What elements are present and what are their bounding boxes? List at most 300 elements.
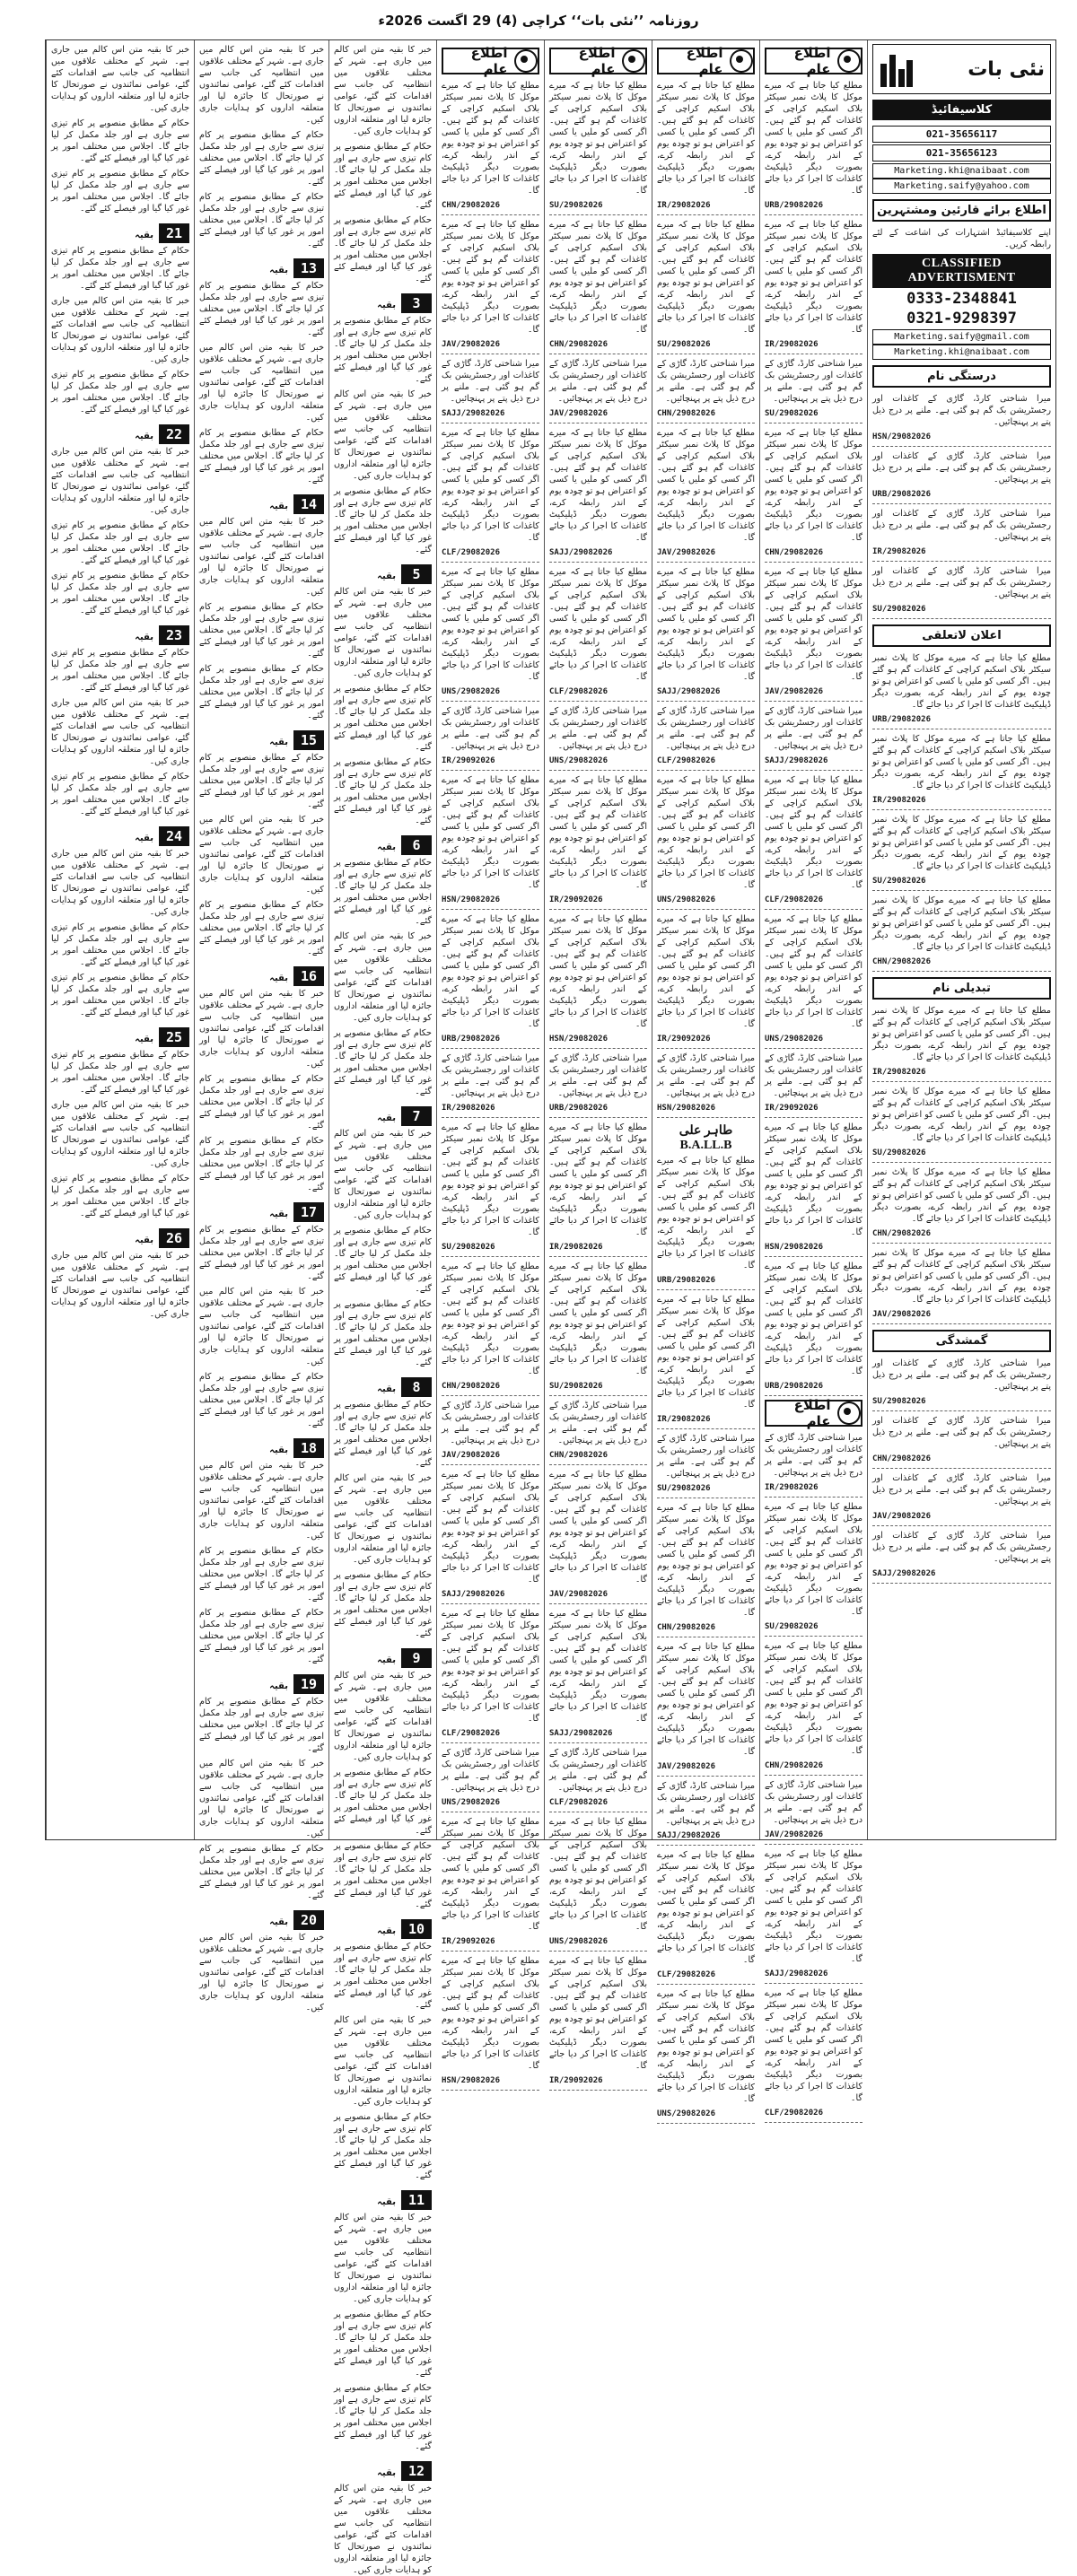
notice-block [549,427,647,563]
notice-code: SAJJ/29082026 [657,687,721,696]
notice-code: UNS/29082026 [657,895,716,904]
header-title: اطلاع عام [578,45,616,77]
notice-text: میرا شناختی کارڈ، گاڑی کے کاغذات اور رجسٹریشن بک گم ہو گئی ہے۔ ملنے پر درج ذیل پتے پر پہنچائیں۔ [872,1358,1051,1392]
notice-block [442,1955,539,2091]
notice-text: مطلع کیا جاتا ہے کہ میرے موکل کا پلاٹ نمبر سیکٹر بلاک اسکیم کراچی کے کاغذات گم ہو گئے ہیں۔ اگر کسی کو ملیں یا کسی کو اعتراض ہو تو چودہ یوم کے اندر رابطہ کرے، بصورت دیگر ڈپلیکیٹ کاغذات کا اجرا کر دیا جائے گا۔ [765,428,862,543]
news-text: خبر کا بقیہ متن اس کالم میں جاری ہے۔ شہر کے مختلف علاقوں میں انتظامیہ کی جانب سے اقدامات کئے گئے، عوامی نمائندوں نے صورتحال کا جائزہ لیا اور متعلقہ اداروں کو ہدایات جاری کیں۔ [199,1759,324,1838]
notice-text: میرا شناختی کارڈ، گاڑی کے کاغذات اور رجسٹریشن بک گم ہو گئی ہے۔ ملنے پر درج ذیل پتے پر پہنچائیں۔ [549,1401,647,1445]
story-number: 3 [401,293,432,313]
notice-code: JAV/29082026 [872,1512,932,1521]
baqia-row [51,821,189,848]
notice-code: JAV/29082026 [549,1590,609,1599]
baqia-label: بقیہ [269,1209,288,1219]
notice-code: CLF/29082026 [549,1798,609,1807]
notice-text: مطلع کیا جاتا ہے کہ میرے موکل کا پلاٹ نمبر سیکٹر بلاک اسکیم کراچی کے کاغذات گم ہو گئے ہیں۔ اگر کسی کو ملیں یا کسی کو اعتراض ہو تو چودہ یوم کے اندر رابطہ کرے، بصورت دیگر ڈپلیکیٹ کاغذات کا اجرا کر دیا جائے گا۔ [657,914,755,1029]
baqia-row [199,1433,324,1460]
notice-code: IR/29082026 [549,1243,603,1252]
notice-text: مطلع کیا جاتا ہے کہ میرے موکل کا پلاٹ نمبر سیکٹر بلاک اسکیم کراچی کے کاغذات گم ہو گئے ہیں۔ اگر کسی کو ملیں یا کسی کو اعتراض ہو تو چودہ یوم کے اندر رابطہ کرے، بصورت دیگر ڈپلیکیٹ کاغذات کا اجرا کر دیا جائے گا۔ [549,428,647,543]
notice-text: میرا شناختی کارڈ، گاڑی کے کاغذات اور رجسٹریشن بک گم ہو گئی ہے۔ ملنے پر درج ذیل پتے پر پہنچائیں۔ [765,1053,862,1098]
notice-block [442,1261,539,1396]
notice-block [442,774,539,910]
notice-code: SU/29082026 [765,409,819,418]
lawyer-name: طاہر علی B.A.LL.B [679,1124,733,1152]
news-paragraph [334,1941,432,2181]
news-paragraph [51,647,189,817]
notice-text: مطلع کیا جاتا ہے کہ میرے موکل کا پلاٹ نمبر سیکٹر بلاک اسکیم کراچی کے کاغذات گم ہو گئے ہیں۔ اگر کسی کو ملیں یا کسی کو اعتراض ہو تو چودہ یوم کے اندر رابطہ کرے، بصورت دیگر ڈپلیکیٹ کاغذات کا اجرا کر دیا جائے گا۔ [549,1956,647,2071]
notice-block [872,1166,1051,1244]
news-text: حکام کے مطابق منصوبے پر کام تیزی سے جاری ہے اور جلد مکمل کر لیا جائے گا۔ اجلاس میں مختلف امور پر غور کیا گیا اور فیصلے کئے گئے۔ [199,1546,324,1602]
notice-code: SU/29082026 [872,605,926,614]
news-text: حکام کے مطابق منصوبے پر کام تیزی سے جاری ہے اور جلد مکمل کر لیا جائے گا۔ اجلاس میں مختلف امور پر غور کیا گیا اور فیصلے کئے گئے۔ [334,1226,432,1294]
notice-block [872,508,1051,562]
notice-text: مطلع کیا جاتا ہے کہ میرے موکل کا پلاٹ نمبر سیکٹر بلاک اسکیم کراچی کے کاغذات گم ہو گئے ہیں۔ اگر کسی کو ملیں یا کسی کو اعتراض ہو تو چودہ یوم کے اندر رابطہ کرے، بصورت دیگر ڈپلیکیٹ کاغذات کا اجرا کر دیا جائے گا۔ [657,1989,755,2104]
notice-code: SAJJ/29082026 [549,1729,613,1738]
news-text: حکام کے مطابق منصوبے پر کام تیزی سے جاری ہے اور جلد مکمل کر لیا جائے گا۔ اجلاس میں مختلف امور پر غور کیا گیا اور فیصلے کئے گئے۔ [199,1372,324,1428]
notice-code: UNS/29082026 [549,1937,609,1946]
baqia-label: بقیہ [377,301,396,310]
notice-block [872,733,1051,810]
notice-code: SAJJ/29082026 [765,1969,828,1978]
baqia-row [334,1101,432,1128]
news-text: خبر کا بقیہ متن اس کالم میں جاری ہے۔ شہر کے مختلف علاقوں میں انتظامیہ کی جانب سے اقدامات کئے گئے، عوامی نمائندوں نے صورتحال کا جائزہ لیا اور متعلقہ اداروں کو ہدایات جاری کیں۔ [334,1473,432,1565]
news-paragraph [51,1049,189,1219]
column-1 [867,40,1055,1839]
seal-icon [837,49,861,73]
baqia-label: بقیہ [135,1236,153,1245]
notice-code: IR/29082026 [765,1483,819,1492]
column-6 [328,40,436,2575]
baqia-label: بقیہ [269,1917,288,1927]
news-text: حکام کے مطابق منصوبے پر کام تیزی سے جاری ہے اور جلد مکمل کر لیا جائے گا۔ اجلاس میں مختلف امور پر غور کیا گیا اور فیصلے کئے گئے۔ [51,922,189,967]
notice-block [442,913,539,1049]
news-paragraph [51,446,189,616]
notice-code: SAJJ/29082026 [549,548,613,557]
notice-code: JAV/29082026 [657,1762,716,1771]
notice-code: JAV/29082026 [442,340,501,349]
notice-block [549,1261,647,1396]
news-text: حکام کے مطابق منصوبے پر کام تیزی سے جاری ہے اور جلد مکمل کر لیا جائے گا۔ اجلاس میں مختلف امور پر غور کیا گیا اور فیصلے کئے گئے۔ [334,858,432,926]
notice-text: مطلع کیا جاتا ہے کہ میرے موکل کا پلاٹ نمبر سیکٹر بلاک اسکیم کراچی کے کاغذات گم ہو گئے ہیں۔ اگر کسی کو ملیں یا کسی کو اعتراض ہو تو چودہ یوم کے اندر رابطہ کرے، بصورت دیگر ڈپلیکیٹ کاغذات کا اجرا کر دیا جائے گا۔ [549,1470,647,1585]
baqia-row [199,1669,324,1696]
notice-code: HSN/29082026 [765,1243,824,1252]
notice-block [872,814,1051,891]
notice-block [657,219,755,354]
story-number: 13 [293,258,324,278]
notice-text: مطلع کیا جاتا ہے کہ میرے موکل کا پلاٹ نمبر سیکٹر بلاک اسکیم کراچی کے کاغذات گم ہو گئے ہیں۔ اگر کسی کو ملیں یا کسی کو اعتراض ہو تو چودہ یوم کے اندر رابطہ کرے، بصورت دیگر ڈپلیکیٹ کاغذات کا اجرا کر دیا جائے گا۔ [442,567,539,682]
notice-text: میرا شناختی کارڈ، گاڑی کے کاغذات اور رجسٹریشن بک گم ہو گئی ہے۔ ملنے پر درج ذیل پتے پر پہنچائیں۔ [872,566,1051,599]
news-paragraph [334,2212,432,2452]
notice-text: مطلع کیا جاتا ہے کہ میرے موکل کا پلاٹ نمبر سیکٹر بلاک اسکیم کراچی کے کاغذات گم ہو گئے ہیں۔ اگر کسی کو ملیں یا کسی کو اعتراض ہو تو چودہ یوم کے اندر رابطہ کرے، بصورت دیگر ڈپلیکیٹ کاغذات کا اجرا کر دیا جائے گا۔ [657,428,755,543]
story-number: 25 [159,1027,189,1047]
notice-text: مطلع کیا جاتا ہے کہ میرے موکل کا پلاٹ نمبر سیکٹر بلاک اسکیم کراچی کے کاغذات گم ہو گئے ہیں۔ اگر کسی کو ملیں یا کسی کو اعتراض ہو تو چودہ یوم کے اندر رابطہ کرے، بصورت دیگر ڈپلیکیٹ کاغذات کا اجرا کر دیا جائے گا۔ [765,1262,862,1376]
notice-block [765,219,862,354]
notice-block [657,913,755,1049]
news-text: حکام کے مطابق منصوبے پر کام تیزی سے جاری ہے اور جلد مکمل کر لیا جائے گا۔ اجلاس میں مختلف امور پر غور کیا گیا اور فیصلے کئے گئے۔ [199,428,324,485]
column-2 [759,40,867,2118]
notice-block [549,774,647,910]
notice-code: CHN/29082026 [872,1454,932,1463]
news-paragraph [199,44,324,249]
classified-en: CLASSIFIED ADVERTISMENT [872,254,1051,288]
story-number: 11 [401,2190,432,2210]
notice-text: مطلع کیا جاتا ہے کہ میرے موکل کا پلاٹ نمبر سیکٹر بلاک اسکیم کراچی کے کاغذات گم ہو گئے ہیں۔ اگر کسی کو ملیں یا کسی کو اعتراض ہو تو چودہ یوم کے اندر رابطہ کرے، بصورت دیگر ڈپلیکیٹ کاغذات کا اجرا کر دیا جائے گا۔ [657,220,755,335]
notice-text: مطلع کیا جاتا ہے کہ میرے موکل کا پلاٹ نمبر سیکٹر بلاک اسکیم کراچی کے کاغذات گم ہو گئے ہیں۔ اگر کسی کو ملیں یا کسی کو اعتراض ہو تو چودہ یوم کے اندر رابطہ کرے، بصورت دیگر ڈپلیکیٹ کاغذات کا اجرا کر دیا جائے گا۔ [872,1248,1051,1305]
notice-block [442,1400,539,1465]
news-text: حکام کے مطابق منصوبے پر کام تیزی سے جاری ہے اور جلد مکمل کر لیا جائے گا۔ اجلاس میں مختلف امور پر غور کیا گیا اور فیصلے کئے گئے۔ [334,486,432,554]
story-number: 19 [293,1674,324,1694]
seal-icon [730,49,753,73]
story-number: 20 [293,1910,324,1930]
notice-code: CLF/29082026 [657,756,716,765]
email-address: Marketing.khi@naibaat.com [872,163,1051,179]
section-header: گمشدگی [872,1330,1051,1352]
notice-code: SU/29082026 [765,1622,819,1631]
notice-block [549,80,647,215]
general-notice-header [765,45,862,77]
baqia-row [199,253,324,280]
notice-text: مطلع کیا جاتا ہے کہ میرے موکل کا پلاٹ نمبر سیکٹر بلاک اسکیم کراچی کے کاغذات گم ہو گئے ہیں۔ اگر کسی کو ملیں یا کسی کو اعتراض ہو تو چودہ یوم کے اندر رابطہ کرے، بصورت دیگر ڈپلیکیٹ کاغذات کا اجرا کر دیا جائے گا۔ [657,1156,755,1271]
notice-text: مطلع کیا جاتا ہے کہ میرے موکل کا پلاٹ نمبر سیکٹر بلاک اسکیم کراچی کے کاغذات گم ہو گئے ہیں۔ اگر کسی کو ملیں یا کسی کو اعتراض ہو تو چودہ یوم کے اندر رابطہ کرے، بصورت دیگر ڈپلیکیٹ کاغذات کا اجرا کر دیا جائے گا۔ [657,567,755,682]
notice-text: مطلع کیا جاتا ہے کہ میرے موکل کا پلاٹ نمبر سیکٹر بلاک اسکیم کراچی کے کاغذات گم ہو گئے ہیں۔ اگر کسی کو ملیں یا کسی کو اعتراض ہو تو چودہ یوم کے اندر رابطہ کرے، بصورت دیگر ڈپلیکیٹ کاغذات کا اجرا کر دیا جائے گا۔ [442,1122,539,1237]
notice-block [549,1122,647,1257]
notice-text: میرا شناختی کارڈ، گاڑی کے کاغذات اور رجسٹریشن بک گم ہو گئی ہے۔ ملنے پر درج ذیل پتے پر پہنچائیں۔ [442,1401,539,1445]
news-text: حکام کے مطابق منصوبے پر کام تیزی سے جاری ہے اور جلد مکمل کر لیا جائے گا۔ اجلاس میں مختلف امور پر غور کیا گیا اور فیصلے کئے گئے۔ [334,684,432,752]
notice-code: SAJJ/29082026 [765,756,828,765]
news-text: حکام کے مطابق منصوبے پر کام تیزی سے جاری ہے اور جلد مکمل کر لیا جائے گا۔ اجلاس میں مختلف امور پر غور کیا گیا اور فیصلے کئے گئے۔ [51,973,189,1017]
news-text: خبر کا بقیہ متن اس کالم میں جاری ہے۔ شہر کے مختلف علاقوں میں انتظامیہ کی جانب سے اقدامات کئے گئے، عوامی نمائندوں نے صورتحال کا جائزہ لیا اور متعلقہ اداروں کو ہدایات جاری کیں۔ [51,447,189,515]
news-text: حکام کے مطابق منصوبے پر کام تیزی سے جاری ہے اور جلد مکمل کر لیا جائے گا۔ اجلاس میں مختلف امور پر غور کیا گیا اور فیصلے کئے گئے۔ [199,281,324,337]
notice-block [549,1608,647,1743]
notice-text: مطلع کیا جاتا ہے کہ میرے موکل کا پلاٹ نمبر سیکٹر بلاک اسکیم کراچی کے کاغذات گم ہو گئے ہیں۔ اگر کسی کو ملیں یا کسی کو اعتراض ہو تو چودہ یوم کے اندر رابطہ کرے، بصورت دیگر ڈپلیکیٹ کاغذات کا اجرا کر دیا جائے گا۔ [549,914,647,1029]
story-number: 10 [401,1919,432,1939]
notice-block [549,705,647,771]
notice-code: CHN/29082026 [765,1761,824,1770]
notice-code: IR/29092026 [549,2076,603,2085]
notice-text: مطلع کیا جاتا ہے کہ میرے موکل کا پلاٹ نمبر سیکٹر بلاک اسکیم کراچی کے کاغذات گم ہو گئے ہیں۔ اگر کسی کو ملیں یا کسی کو اعتراض ہو تو چودہ یوم کے اندر رابطہ کرے، بصورت دیگر ڈپلیکیٹ کاغذات کا اجرا کر دیا جائے گا۔ [549,81,647,196]
notice-text: مطلع کیا جاتا ہے کہ میرے موکل کا پلاٹ نمبر سیکٹر بلاک اسکیم کراچی کے کاغذات گم ہو گئے ہیں۔ اگر کسی کو ملیں یا کسی کو اعتراض ہو تو چودہ یوم کے اندر رابطہ کرے، بصورت دیگر ڈپلیکیٹ کاغذات کا اجرا کر دیا جائے گا۔ [442,428,539,543]
news-text: حکام کے مطابق منصوبے پر کام تیزی سے جاری ہے اور جلد مکمل کر لیا جائے گا۔ اجلاس میں مختلف امور پر غور کیا گیا اور فیصلے کئے گئے۔ [334,2310,432,2378]
notice-text: میرا شناختی کارڈ، گاڑی کے کاغذات اور رجسٹریشن بک گم ہو گئی ہے۔ ملنے پر درج ذیل پتے پر پہنچائیں۔ [872,1473,1051,1506]
news-text: خبر کا بقیہ متن اس کالم میں جاری ہے۔ شہر کے مختلف علاقوں میں انتظامیہ کی جانب سے اقدامات کئے گئے، عوامی نمائندوں نے صورتحال کا جائزہ لیا اور متعلقہ اداروں کو ہدایات جاری کیں۔ [334,2213,432,2304]
notice-code: SU/29082026 [549,1382,603,1391]
news-text: حکام کے مطابق منصوبے پر کام تیزی سے جاری ہے اور جلد مکمل کر لیا جائے گا۔ اجلاس میں مختلف امور پر غور کیا گیا اور فیصلے کئے گئے۔ [199,602,324,659]
notice-text: میرا شناختی کارڈ، گاڑی کے کاغذات اور رجسٹریشن بک گم ہو گئی ہے۔ ملنے پر درج ذیل پتے پر پہنچائیں۔ [872,1416,1051,1449]
news-text: حکام کے مطابق منصوبے پر کام تیزی سے جاری ہے اور جلد مکمل کر لیا جائے گا۔ اجلاس میں مختلف امور پر غور کیا گیا اور فیصلے کئے گئے۔ [334,1942,432,2010]
notice-text: میرا شناختی کارڈ، گاڑی کے کاغذات اور رجسٹریشن بک گم ہو گئی ہے۔ ملنے پر درج ذیل پتے پر پہنچائیں۔ [765,359,862,404]
notice-block [765,1987,862,2123]
notice-text: مطلع کیا جاتا ہے کہ میرے موکل کا پلاٹ نمبر سیکٹر بلاک اسکیم کراچی کے کاغذات گم ہو گئے ہیں۔ اگر کسی کو ملیں یا کسی کو اعتراض ہو تو چودہ یوم کے اندر رابطہ کرے، بصورت دیگر ڈپلیکیٹ کاغذات کا اجرا کر دیا جائے گا۔ [549,1122,647,1237]
news-text: خبر کا بقیہ متن اس کالم میں جاری ہے۔ شہر کے مختلف علاقوں میں انتظامیہ کی جانب سے اقدامات کئے گئے، عوامی نمائندوں نے صورتحال کا جائزہ لیا اور متعلقہ اداروں کو ہدایات جاری کیں۔ [51,849,189,917]
notice-text: مطلع کیا جاتا ہے کہ میرے موکل کا پلاٹ نمبر سیکٹر بلاک اسکیم کراچی کے کاغذات گم ہو گئے ہیں۔ اگر کسی کو ملیں یا کسی کو اعتراض ہو تو چودہ یوم کے اندر رابطہ کرے، بصورت دیگر ڈپلیکیٹ کاغذات کا اجرا کر دیا جائے گا۔ [765,1502,862,1617]
baqia-label: بقیہ [135,633,153,642]
section-header: تبدیلی نام [872,977,1051,1000]
notice-block [765,1501,862,1637]
notice-code: URB/29082026 [549,1104,609,1113]
notice-code: JAV/29082026 [657,548,716,557]
notice-block [872,1086,1051,1163]
email-address: Marketing.khi@naibaat.com [872,345,1051,360]
baqia-label: بقیہ [269,1681,288,1691]
notice-block [765,1432,862,1498]
notice-text: مطلع کیا جاتا ہے کہ میرے موکل کا پلاٹ نمبر سیکٹر بلاک اسکیم کراچی کے کاغذات گم ہو گئے ہیں۔ اگر کسی کو ملیں یا کسی کو اعتراض ہو تو چودہ یوم کے اندر رابطہ کرے، بصورت دیگر ڈپلیکیٹ کاغذات کا اجرا کر دیا جائے گا۔ [442,81,539,196]
news-text: خبر کا بقیہ متن اس کالم میں جاری ہے۔ شہر کے مختلف علاقوں میں انتظامیہ کی جانب سے اقدامات کئے گئے، عوامی نمائندوں نے صورتحال کا جائزہ لیا اور متعلقہ اداروں کو ہدایات جاری کیں۔ [51,296,189,364]
news-text: حکام کے مطابق منصوبے پر کام تیزی سے جاری ہے اور جلد مکمل کر لیا جائے گا۔ اجلاس میں مختلف امور پر غور کیا گیا اور فیصلے کئے گئے۔ [199,753,324,809]
notice-block [765,566,862,702]
notice-code: SU/29082026 [872,1148,926,1157]
logo-icon [879,51,915,87]
notice-text: مطلع کیا جاتا ہے کہ میرے موکل کا پلاٹ نمبر سیکٹر بلاک اسکیم کراچی کے کاغذات گم ہو گئے ہیں۔ اگر کسی کو ملیں یا کسی کو اعتراض ہو تو چودہ یوم کے اندر رابطہ کرے، بصورت دیگر ڈپلیکیٹ کاغذات کا اجرا کر دیا جائے گا۔ [549,1262,647,1376]
header-title: اطلاع عام [686,45,723,77]
logo-title: نئی بات [968,57,1045,81]
news-text: خبر کا بقیہ متن اس کالم میں جاری ہے۔ شہر کے مختلف علاقوں میں انتظامیہ کی جانب سے اقدامات کئے گئے، عوامی نمائندوں نے صورتحال کا جائزہ لیا اور متعلقہ اداروں کو ہدایات جاری کیں۔ [51,1100,189,1168]
notice-text: مطلع کیا جاتا ہے کہ میرے موکل کا پلاٹ نمبر سیکٹر بلاک اسکیم کراچی کے کاغذات گم ہو گئے ہیں۔ اگر کسی کو ملیں یا کسی کو اعتراض ہو تو چودہ یوم کے اندر رابطہ کرے، بصورت دیگر ڈپلیکیٹ کاغذات کا اجرا کر دیا جائے گا۔ [872,1006,1051,1062]
news-text: خبر کا بقیہ متن اس کالم میں جاری ہے۔ شہر کے مختلف علاقوں میں انتظامیہ کی جانب سے اقدامات کئے گئے، عوامی نمائندوں نے صورتحال کا جائزہ لیا اور متعلقہ اداروں کو ہدایات جاری کیں۔ [334,587,432,678]
notice-code: HSN/29082026 [442,895,501,904]
notice-block [549,1955,647,2091]
baqia-row [334,2456,432,2483]
notice-code: CLF/29082026 [549,687,609,696]
notice-block [765,80,862,215]
news-paragraph [199,280,324,485]
baqia-label: بقیہ [377,1655,396,1665]
notice-block [765,427,862,563]
news-text: حکام کے مطابق منصوبے پر کام تیزی سے جاری ہے اور جلد مکمل کر لیا جائے گا۔ اجلاس میں مختلف امور پر غور کیا گیا اور فیصلے کئے گئے۔ [334,1299,432,1367]
notice-code: SAJJ/29082026 [872,1569,936,1578]
news-text: خبر کا بقیہ متن اس کالم میں جاری ہے۔ شہر کے مختلف علاقوں میں انتظامیہ کی جانب سے اقدامات کئے گئے، عوامی نمائندوں نے صورتحال کا جائزہ لیا اور متعلقہ اداروں کو ہدایات جاری کیں۔ [334,389,432,481]
news-text: حکام کے مطابق منصوبے پر کام تیزی سے جاری ہے اور جلد مکمل کر لیا جائے گا۔ اجلاس میں مختلف امور پر غور کیا گیا اور فیصلے کئے گئے۔ [199,130,324,187]
notice-code: HSN/29082026 [549,1035,609,1043]
baqia-row [199,1905,324,1932]
news-text: خبر کا بقیہ متن اس کالم میں جاری ہے۔ شہر کے مختلف علاقوں میں انتظامیہ کی جانب سے اقدامات کئے گئے، عوامی نمائندوں نے صورتحال کا جائزہ لیا اور متعلقہ اداروں کو ہدایات جاری کیں۔ [334,2484,432,2575]
notice-code: SU/29082026 [442,1243,495,1252]
notice-block [657,1780,755,1846]
seal-icon [837,1402,861,1425]
notice-code: SAJJ/29082026 [657,1831,721,1840]
notice-text: مطلع کیا جاتا ہے کہ میرے موکل کا پلاٹ نمبر سیکٹر بلاک اسکیم کراچی کے کاغذات گم ہو گئے ہیں۔ اگر کسی کو ملیں یا کسی کو اعتراض ہو تو چودہ یوم کے اندر رابطہ کرے، بصورت دیگر ڈپلیکیٹ کاغذات کا اجرا کر دیا جائے گا۔ [549,1817,647,1932]
baqia-label: بقیہ [377,2468,396,2478]
notice-text: مطلع کیا جاتا ہے کہ میرے موکل کا پلاٹ نمبر سیکٹر بلاک اسکیم کراچی کے کاغذات گم ہو گئے ہیں۔ اگر کسی کو ملیں یا کسی کو اعتراض ہو تو چودہ یوم کے اندر رابطہ کرے، بصورت دیگر ڈپلیکیٹ کاغذات کا اجرا کر دیا جائے گا۔ [442,1470,539,1585]
news-text: خبر کا بقیہ متن اس کالم میں جاری ہے۔ شہر کے مختلف علاقوں میں انتظامیہ کی جانب سے اقدامات کئے گئے، عوامی نمائندوں نے صورتحال کا جائزہ لیا اور متعلقہ اداروں کو ہدایات جاری کیں۔ [334,2015,432,2107]
notice-code: JAV/29082026 [765,1830,824,1839]
news-text: حکام کے مطابق منصوبے پر کام تیزی سے جاری ہے اور جلد مکمل کر لیا جائے گا۔ اجلاس میں مختلف امور پر غور کیا گیا اور فیصلے کئے گئے۔ [334,1028,432,1096]
story-number: 17 [293,1202,324,1222]
notice-code: IR/29092026 [442,756,495,765]
baqia-row [334,830,432,857]
notice-block [872,565,1051,619]
news-text: حکام کے مطابق منصوبے پر کام تیزی سے جاری ہے اور جلد مکمل کر لیا جائے گا۔ اجلاس میں مختلف امور پر غور کیا گیا اور فیصلے کئے گئے۔ [199,1225,324,1281]
news-text: حکام کے مطابق منصوبے پر کام تیزی سے جاری ہے اور جلد مکمل کر لیا جائے گا۔ اجلاس میں مختلف امور پر غور کیا گیا اور فیصلے کئے گئے۔ [199,1844,324,1900]
news-text: حکام کے مطابق منصوبے پر کام تیزی سے جاری ہے اور جلد مکمل کر لیا جائے گا۔ اجلاس میں مختلف امور پر غور کیا گیا اور فیصلے کئے گئے۔ [199,900,324,956]
notice-code: CHN/29082026 [442,1382,501,1391]
baqia-row [334,1372,432,1399]
notice-code: CHN/29082026 [657,409,716,418]
notice-text: مطلع کیا جاتا ہے کہ میرے موکل کا پلاٹ نمبر سیکٹر بلاک اسکیم کراچی کے کاغذات گم ہو گئے ہیں۔ اگر کسی کو ملیں یا کسی کو اعتراض ہو تو چودہ یوم کے اندر رابطہ کرے، بصورت دیگر ڈپلیکیٹ کاغذات کا اجرا کر دیا جائے گا۔ [442,1262,539,1376]
notice-text: اپنے کلاسیفائیڈ اشتہارات کی اشاعت کے لئے رابطہ کریں۔ [872,228,1051,249]
notice-code: IR/29082026 [442,1104,495,1113]
notice-code: CHN/29082026 [442,201,501,210]
news-text: حکام کے مطابق منصوبے پر کام تیزی سے جاری ہے اور جلد مکمل کر لیا جائے گا۔ اجلاس میں مختلف امور پر غور کیا گیا اور فیصلے کئے گئے۔ [51,772,189,816]
news-text: خبر کا بقیہ متن اس کالم میں جاری ہے۔ شہر کے مختلف علاقوں میں انتظامیہ کی جانب سے اقدامات کئے گئے، عوامی نمائندوں نے صورتحال کا جائزہ لیا اور متعلقہ اداروں کو ہدایات جاری کیں۔ [199,45,324,125]
notice-code: CHN/29082026 [872,957,932,966]
news-text: خبر کا بقیہ متن اس کالم میں جاری ہے۔ شہر کے مختلف علاقوں میں انتظامیہ کی جانب سے اقدامات کئے گئے، عوامی نمائندوں نے صورتحال کا جائزہ لیا اور متعلقہ اداروں کو ہدایات جاری کیں۔ [199,343,324,423]
baqia-row [334,1914,432,1941]
news-text: حکام کے مطابق منصوبے پر کام تیزی سے جاری ہے اور جلد مکمل کر لیا جائے گا۔ اجلاس میں مختلف امور پر غور کیا گیا اور فیصلے کئے گئے۔ [51,1050,189,1095]
baqia-label: بقیہ [269,1445,288,1455]
story-number: 22 [159,424,189,444]
news-text: حکام کے مطابق منصوبے پر کام تیزی سے جاری ہے اور جلد مکمل کر لیا جائے گا۔ اجلاس میں مختلف امور پر غور کیا گیا اور فیصلے کئے گئے۔ [199,1608,324,1664]
news-text: خبر کا بقیہ متن اس کالم میں جاری ہے۔ شہر کے مختلف علاقوں میں انتظامیہ کی جانب سے اقدامات کئے گئے، عوامی نمائندوں نے صورتحال کا جائزہ لیا اور متعلقہ اداروں کو ہدایات جاری کیں۔ [199,1933,324,2013]
notice-text: مطلع کیا جاتا ہے کہ میرے موکل کا پلاٹ نمبر سیکٹر بلاک اسکیم کراچی کے کاغذات گم ہو گئے ہیں۔ اگر کسی کو ملیں یا کسی کو اعتراض ہو تو چودہ یوم کے اندر رابطہ کرے، بصورت دیگر ڈپلیکیٹ کاغذات کا اجرا کر دیا جائے گا۔ [442,1817,539,1932]
notice-block [872,1472,1051,1526]
news-text: حکام کے مطابق منصوبے پر کام تیزی سے جاری ہے اور جلد مکمل کر لیا جائے گا۔ اجلاس میں مختلف امور پر غور کیا گیا اور فیصلے کئے گئے۔ [199,1074,324,1131]
notice-code: JAV/29082026 [549,409,609,418]
notice-code: SAJJ/29082026 [442,1590,505,1599]
notice-code: UNS/29082026 [765,1035,824,1043]
notice-block [442,1608,539,1743]
general-notice-header [657,45,755,77]
news-text: حکام کے مطابق منصوبے پر کام تیزی سے جاری ہے اور جلد مکمل کر لیا جائے گا۔ اجلاس میں مختلف امور پر غور کیا گیا اور فیصلے کئے گئے۔ [334,316,432,384]
notice-code: SU/29082026 [549,201,603,210]
baqia-row [199,725,324,752]
news-text: حکام کے مطابق منصوبے پر کام تیزی سے جاری ہے اور جلد مکمل کر لیا جائے گا۔ اجلاس میں مختلف امور پر غور کیا گیا اور فیصلے کئے گئے۔ [51,648,189,693]
baqia-label: بقیہ [135,1035,153,1044]
notice-code: SU/29082026 [872,1397,926,1406]
story-number: 8 [401,1377,432,1397]
story-number: 6 [401,835,432,855]
notice-block [442,358,539,424]
notice-code: IR/29082026 [872,547,926,556]
notice-block [657,1052,755,1118]
masthead-date: روزنامہ ’’نئی بات‘‘ کراچی (4) 29 اگست 2026ء [378,13,699,29]
notice-block [442,1122,539,1257]
notice-block [549,219,647,354]
story-number: 23 [159,625,189,645]
notice-text: مطلع کیا جاتا ہے کہ میرے موکل کا پلاٹ نمبر سیکٹر بلاک اسکیم کراچی کے کاغذات گم ہو گئے ہیں۔ اگر کسی کو ملیں یا کسی کو اعتراض ہو تو چودہ یوم کے اندر رابطہ کرے، بصورت دیگر ڈپلیکیٹ کاغذات کا اجرا کر دیا جائے گا۔ [765,914,862,1029]
news-text: حکام کے مطابق منصوبے پر کام تیزی سے جاری ہے اور جلد مکمل کر لیا جائے گا۔ اجلاس میں مختلف امور پر غور کیا گیا اور فیصلے کئے گئے۔ [51,571,189,616]
notice-code: UNS/29082026 [549,756,609,765]
notice-block [872,227,1051,250]
story-number: 24 [159,826,189,846]
notice-block [549,1816,647,1952]
notice-text: مطلع کیا جاتا ہے کہ میرے موکل کا پلاٹ نمبر سیکٹر بلاک اسکیم کراچی کے کاغذات گم ہو گئے ہیں۔ اگر کسی کو ملیں یا کسی کو اعتراض ہو تو چودہ یوم کے اندر رابطہ کرے، بصورت دیگر ڈپلیکیٹ کاغذات کا اجرا کر دیا جائے گا۔ [442,1609,539,1724]
notice-block [549,358,647,424]
notice-text: میرا شناختی کارڈ، گاڑی کے کاغذات اور رجسٹریشن بک گم ہو گئی ہے۔ ملنے پر درج ذیل پتے پر پہنچائیں۔ [442,1748,539,1793]
notice-code: JAV/29082026 [872,1310,932,1319]
story-number: 14 [293,494,324,514]
notice-text: مطلع کیا جاتا ہے کہ میرے موکل کا پلاٹ نمبر سیکٹر بلاک اسکیم کراچی کے کاغذات گم ہو گئے ہیں۔ اگر کسی کو ملیں یا کسی کو اعتراض ہو تو چودہ یوم کے اندر رابطہ کرے، بصورت دیگر ڈپلیکیٹ کاغذات کا اجرا کر دیا جائے گا۔ [765,567,862,682]
notice-text: مطلع کیا جاتا ہے کہ میرے موکل کا پلاٹ نمبر سیکٹر بلاک اسکیم کراچی کے کاغذات گم ہو گئے ہیں۔ اگر کسی کو ملیں یا کسی کو اعتراض ہو تو چودہ یوم کے اندر رابطہ کرے، بصورت دیگر ڈپلیکیٹ کاغذات کا اجرا کر دیا جائے گا۔ [872,815,1051,871]
notice-block [657,427,755,563]
baqia-row [51,1223,189,1250]
brand-logo [872,44,1051,94]
baqia-row [51,419,189,446]
notice-block [657,566,755,702]
notice-text: مطلع کیا جاتا ہے کہ میرے موکل کا پلاٹ نمبر سیکٹر بلاک اسکیم کراچی کے کاغذات گم ہو گئے ہیں۔ اگر کسی کو ملیں یا کسی کو اعتراض ہو تو چودہ یوم کے اندر رابطہ کرے، بصورت دیگر ڈپلیکیٹ کاغذات کا اجرا کر دیا جائے گا۔ [765,775,862,890]
notice-code: CHN/29082026 [549,340,609,349]
notice-block [872,895,1051,972]
section-header: درستگی نام [872,365,1051,388]
notice-block [872,1005,1051,1082]
notice-code: IR/29082026 [657,1415,711,1424]
news-paragraph [334,44,432,284]
baqia-row [334,1643,432,1670]
news-text: حکام کے مطابق منصوبے پر کام تیزی سے جاری ہے اور جلد مکمل کر لیا جائے گا۔ اجلاس میں مختلف امور پر غور کیا گیا اور فیصلے کئے گئے۔ [334,215,432,284]
notice-text: میرا شناختی کارڈ، گاڑی کے کاغذات اور رجسٹریشن بک گم ہو گئی ہے۔ ملنے پر درج ذیل پتے پر پہنچائیں۔ [872,509,1051,542]
notice-block [442,1816,539,1952]
news-text: خبر کا بقیہ متن اس کالم میں جاری ہے۔ شہر کے مختلف علاقوں میں انتظامیہ کی جانب سے اقدامات کئے گئے، عوامی نمائندوں نے صورتحال کا جائزہ لیا اور متعلقہ اداروں کو ہدایات جاری کیں۔ [51,698,189,766]
notice-code: SU/29082026 [657,340,711,349]
notice-text: مطلع کیا جاتا ہے کہ میرے موکل کا پلاٹ نمبر سیکٹر بلاک اسکیم کراچی کے کاغذات گم ہو گئے ہیں۔ اگر کسی کو ملیں یا کسی کو اعتراض ہو تو چودہ یوم کے اندر رابطہ کرے، بصورت دیگر ڈپلیکیٹ کاغذات کا اجرا کر دیا جائے گا۔ [442,1956,539,2071]
story-number: 16 [293,966,324,986]
baqia-label: بقیہ [135,834,153,843]
notice-text: مطلع کیا جاتا ہے کہ میرے موکل کا پلاٹ نمبر سیکٹر بلاک اسکیم کراچی کے کاغذات گم ہو گئے ہیں۔ اگر کسی کو ملیں یا کسی کو اعتراض ہو تو چودہ یوم کے اندر رابطہ کرے، بصورت دیگر ڈپلیکیٹ کاغذات کا اجرا کر دیا جائے گا۔ [657,775,755,890]
notice-text: مطلع کیا جاتا ہے کہ میرے موکل کا پلاٹ نمبر سیکٹر بلاک اسکیم کراچی کے کاغذات گم ہو گئے ہیں۔ اگر کسی کو ملیں یا کسی کو اعتراض ہو تو چودہ یوم کے اندر رابطہ کرے، بصورت دیگر ڈپلیکیٹ کاغذات کا اجرا کر دیا جائے گا۔ [872,1167,1051,1224]
news-text: خبر کا بقیہ متن اس کالم میں جاری ہے۔ شہر کے مختلف علاقوں میں انتظامیہ کی جانب سے اقدامات کئے گئے، عوامی نمائندوں نے صورتحال کا جائزہ لیا اور متعلقہ اداروں کو ہدایات جاری کیں۔ [51,1251,189,1319]
notice-text: میرا شناختی کارڈ، گاڑی کے کاغذات اور رجسٹریشن بک گم ہو گئی ہے۔ ملنے پر درج ذیل پتے پر پہنچائیں۔ [872,1531,1051,1564]
header-title: اطلاع عام [793,45,831,77]
news-paragraph [51,245,189,415]
notice-block [442,427,539,563]
notice-text: میرا شناختی کارڈ، گاڑی کے کاغذات اور رجسٹریشن بک گم ہو گئی ہے۔ ملنے پر درج ذیل پتے پر پہنچائیں۔ [442,706,539,751]
notice-text: مطلع کیا جاتا ہے کہ میرے موکل کا پلاٹ نمبر سیکٹر بلاک اسکیم کراچی کے کاغذات گم ہو گئے ہیں۔ اگر کسی کو ملیں یا کسی کو اعتراض ہو تو چودہ یوم کے اندر رابطہ کرے، بصورت دیگر ڈپلیکیٹ کاغذات کا اجرا کر دیا جائے گا۔ [549,220,647,335]
notice-block [442,1469,539,1604]
news-text: حکام کے مطابق منصوبے پر کام تیزی سے جاری ہے اور جلد مکمل کر لیا جائے گا۔ اجلاس میں مختلف امور پر غور کیا گیا اور فیصلے کئے گئے۔ [51,520,189,565]
notice-text: میرا شناختی کارڈ، گاڑی کے کاغذات اور رجسٹریشن بک گم ہو گئی ہے۔ ملنے پر درج ذیل پتے پر پہنچائیں۔ [657,1434,755,1479]
notice-code: CHN/29082026 [765,548,824,557]
news-paragraph [199,1460,324,1665]
news-text: خبر کا بقیہ متن اس کالم میں جاری ہے۔ شہر کے مختلف علاقوں میں انتظامیہ کی جانب سے اقدامات کئے گئے، عوامی نمائندوں نے صورتحال کا جائزہ لیا اور متعلقہ اداروں کو ہدایات جاری کیں۔ [51,45,189,113]
seal-icon [622,49,645,73]
notice-text: میرا شناختی کارڈ، گاڑی کے کاغذات اور رجسٹریشن بک گم ہو گئی ہے۔ ملنے پر درج ذیل پتے پر پہنچائیں۔ [765,1780,862,1825]
general-notice-header [765,1397,862,1429]
notice-block [765,1779,862,1845]
notice-text: میرا شناختی کارڈ، گاڑی کے کاغذات اور رجسٹریشن بک گم ہو گئی ہے۔ ملنے پر درج ذیل پتے پر پہنچائیں۔ [657,1781,755,1826]
column-8 [46,40,194,1839]
notice-block [765,774,862,910]
news-text: حکام کے مطابق منصوبے پر کام تیزی سے جاری ہے اور جلد مکمل کر لیا جائے گا۔ اجلاس میں مختلف امور پر غور کیا گیا اور فیصلے کئے گئے۔ [51,118,189,163]
section-header: اعلان لاتعلقی [872,624,1051,647]
news-text: حکام کے مطابق منصوبے پر کام تیزی سے جاری ہے اور جلد مکمل کر لیا جائے گا۔ اجلاس میں مختلف امور پر غور کیا گیا اور فیصلے کئے گئے۔ [334,1400,432,1468]
baqia-row [334,2185,432,2212]
notice-code: URB/29082026 [657,1276,716,1285]
notice-text: مطلع کیا جاتا ہے کہ میرے موکل کا پلاٹ نمبر سیکٹر بلاک اسکیم کراچی کے کاغذات گم ہو گئے ہیں۔ اگر کسی کو ملیں یا کسی کو اعتراض ہو تو چودہ یوم کے اندر رابطہ کرے، بصورت دیگر ڈپلیکیٹ کاغذات کا اجرا کر دیا جائے گا۔ [872,653,1051,710]
news-text: خبر کا بقیہ متن اس کالم میں جاری ہے۔ شہر کے مختلف علاقوں میں انتظامیہ کی جانب سے اقدامات کئے گئے، عوامی نمائندوں نے صورتحال کا جائزہ لیا اور متعلقہ اداروں کو ہدایات جاری کیں۔ [334,1129,432,1220]
mobile-number: 0321-9298397 [906,310,1017,327]
news-paragraph [334,1670,432,1910]
news-text: حکام کے مطابق منصوبے پر کام تیزی سے جاری ہے اور جلد مکمل کر لیا جائے گا۔ اجلاس میں مختلف امور پر غور کیا گیا اور فیصلے کئے گئے۔ [199,664,324,720]
news-paragraph [199,988,324,1193]
notice-code: SU/29082026 [872,877,926,886]
news-text: حکام کے مطابق منصوبے پر کام تیزی سے جاری ہے اور جلد مکمل کر لیا جائے گا۔ اجلاس میں مختلف امور پر غور کیا گیا اور فیصلے کئے گئے۔ [334,757,432,825]
notice-block [549,1469,647,1604]
story-number: 9 [401,1648,432,1668]
baqia-label: بقیہ [377,572,396,581]
notice-text: مطلع کیا جاتا ہے کہ میرے موکل کا پلاٹ نمبر سیکٹر بلاک اسکیم کراچی کے کاغذات گم ہو گئے ہیں۔ اگر کسی کو ملیں یا کسی کو اعتراض ہو تو چودہ یوم کے اندر رابطہ کرے، بصورت دیگر ڈپلیکیٹ کاغذات کا اجرا کر دیا جائے گا۔ [765,1988,862,2103]
readers-notice: اطلاع برائے قارئین ومشتہرین [872,199,1051,222]
baqia-label: بقیہ [377,1113,396,1123]
column-3 [652,40,759,2118]
notice-block [765,358,862,424]
notice-text: مطلع کیا جاتا ہے کہ میرے موکل کا پلاٹ نمبر سیکٹر بلاک اسکیم کراچی کے کاغذات گم ہو گئے ہیں۔ اگر کسی کو ملیں یا کسی کو اعتراض ہو تو چودہ یوم کے اندر رابطہ کرے، بصورت دیگر ڈپلیکیٹ کاغذات کا اجرا کر دیا جائے گا۔ [442,914,539,1029]
email-address: Marketing.saify@yahoo.com [872,179,1051,194]
baqia-label: بقیہ [377,1384,396,1394]
notice-block [549,1747,647,1812]
news-text: حکام کے مطابق منصوبے پر کام تیزی سے جاری ہے اور جلد مکمل کر لیا جائے گا۔ اجلاس میں مختلف امور پر غور کیا گیا اور فیصلے کئے گئے۔ [334,142,432,210]
notice-code: IR/29082026 [872,796,926,805]
news-text: حکام کے مطابق منصوبے پر کام تیزی سے جاری ہے اور جلد مکمل کر لیا جائے گا۔ اجلاس میں مختلف امور پر غور کیا گیا اور فیصلے کئے گئے۔ [334,1768,432,1836]
baqia-label: بقیہ [377,1926,396,1936]
notice-block [442,1052,539,1118]
